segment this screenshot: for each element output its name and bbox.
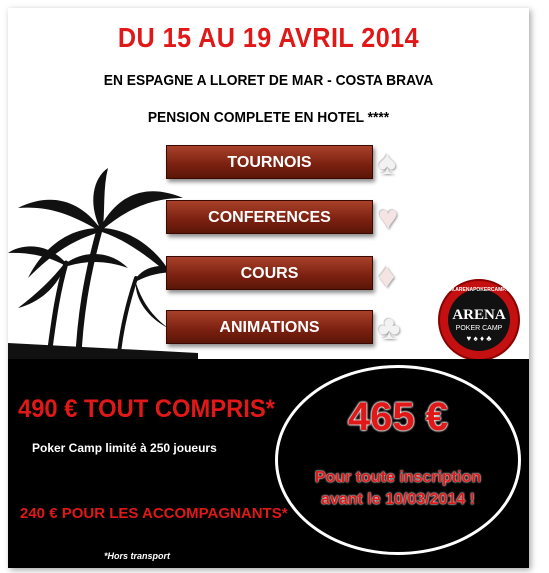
diamond-icon: ♦ [378,257,396,295]
flyer [8,8,529,568]
transport-note: *Hors transport [104,551,171,561]
promo-line-2: avant le 10/03/2014 ! [321,491,475,508]
promo-line-1: Pour toute inscription [314,469,482,486]
arena-poker-camp-logo[interactable] [438,279,520,361]
spade-icon: ♠ [378,144,397,182]
promo-price: 465 € [347,395,449,439]
companion-price: 240 € POUR LES ACCOMPAGNANTS* [20,505,288,522]
logo-url-text: WWW.ARENAPOKERCAMP.COM [440,287,518,293]
main-price: 490 € TOUT COMPRIS* [18,395,275,423]
cours-button[interactable]: COURS [166,256,373,290]
player-limit-text: Poker Camp limité à 250 joueurs [32,441,217,455]
club-icon: ♣ [378,309,401,347]
logo-suits-icon: ♥ ♠ ♦ ♣ [466,334,492,343]
promo-text [275,467,521,511]
event-dates-title: DU 15 AU 19 AVRIL 2014 [117,22,420,53]
logo-subtitle: POKER CAMP [455,325,503,332]
lodging-text: PENSION COMPLETE EN HOTEL **** [147,109,390,126]
location-text: EN ESPAGNE A LLORET DE MAR - COSTA BRAVA [103,72,434,89]
animations-button[interactable]: ANIMATIONS [166,310,373,344]
pricing-panel [8,359,529,568]
tournois-button[interactable]: TOURNOIS [166,145,373,179]
logo-name: ARENA [452,307,506,323]
promo-oval [275,365,521,555]
heart-icon: ♥ [378,199,399,237]
conferences-button[interactable]: CONFERENCES [166,200,373,234]
